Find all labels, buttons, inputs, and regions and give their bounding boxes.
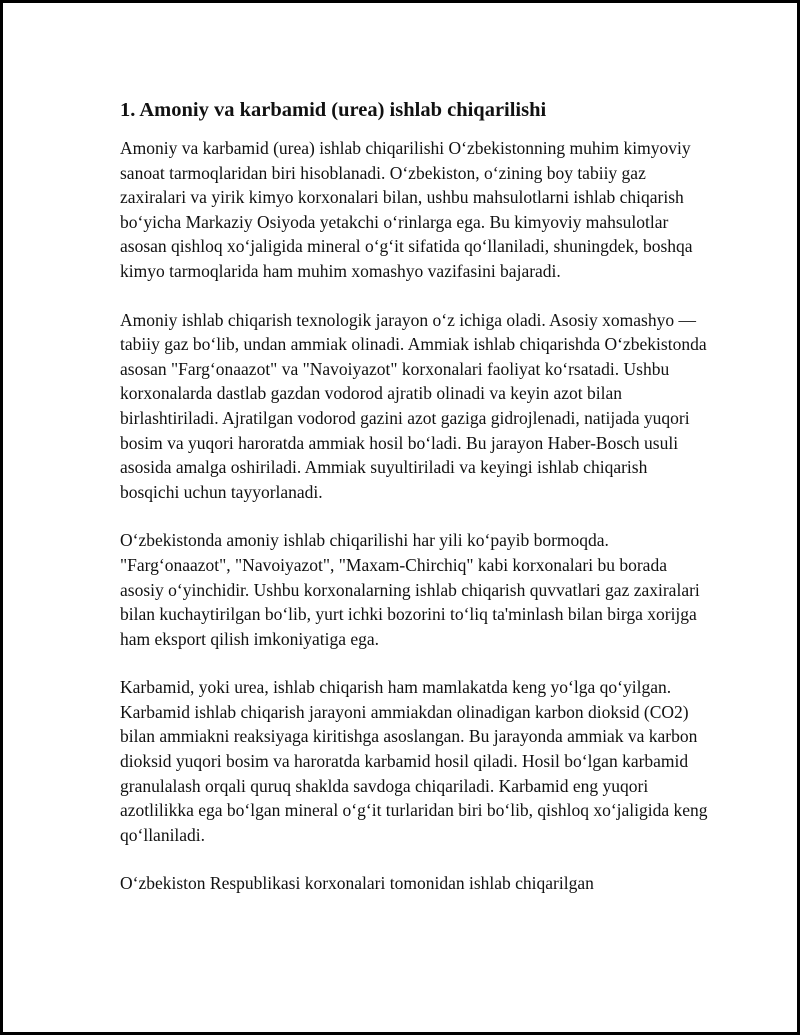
paragraph-intro: Amoniy va karbamid (urea) ishlab chiqarilishi O‘zbekistonning muhim kimyoviy sanoat tarmoqlaridan biri hisoblanadi. O‘zbekiston, o‘zining boy tabiiy gaz zaxiralari va yirik kimyo korxonalari bilan, ushbu mahsulotlarni ishlab chiqarish bo‘yicha Markaziy Osiyoda yetakchi o‘rinlarga ega. Bu kimyoviy mahsulotlar asosan qishloq xo‘jaligida mineral o‘g‘it sifatida qo‘llaniladi, shuningdek, boshqa kimyo tarmoqlarida ham muhim xomashyo vazifasini bajaradi. [120, 138, 693, 281]
document-body [120, 96, 710, 920]
paragraph-urea-production: Karbamid, yoki urea, ishlab chiqarish ham mamlakatda keng yo‘lga qo‘yilgan. Karbamid ishlab chiqarish jarayoni ammiakdan olinadigan karbon dioksid (CO2) bilan ammiakni reaksiyaga kiritishga asoslangan. Bu jarayonda ammiak va karbon dioksid yuqori bosim va haroratda karbamid hosil qiladi. Hosil bo‘lgan karbamid granulalash orqali quruq shaklda savdoga chiqariladi. Karbamid eng yuqori azotlilikka ega bo‘lgan mineral o‘g‘it turlaridan biri bo‘lib, qishloq xo‘jaligida keng qo‘llaniladi. [120, 677, 708, 845]
paragraph-ammonia-process: Amoniy ishlab chiqarish texnologik jarayon o‘z ichiga oladi. Asosiy xomashyo — tabiiy gaz bo‘lib, undan ammiak olinadi. Ammiak ishlab chiqarishda O‘zbekistonda asosan "Farg‘onaazot" va "Navoiyazot" korxonalari faoliyat ko‘rsatadi. Ushbu korxonalarda dastlab gazdan vodorod ajratib olinadi va keyin azot bilan birlashtiriladi. Ajratilgan vodorod gazini azot gaziga gidrojlenadi, natijada yuqori bosim va yuqori haroratda ammiak hosil bo‘ladi. Bu jarayon Haber-Bosch usuli asosida amalga oshiriladi. Ammiak suyultiriladi va keyingi ishlab chiqarish bosqichi uchun tayyorlanadi. [120, 309, 707, 502]
paragraph-continued: O‘zbekiston Respublikasi korxonalari tomonidan ishlab chiqarilgan [120, 873, 594, 894]
paragraph-ammonia-production: O‘zbekistonda amoniy ishlab chiqarilishi har yili ko‘payib bormoqda. "Farg‘onaazot", "Navoiyazot", "Maxam-Chirchiq" kabi korxonalari bu borada asosiy o‘yinchidir. Ushbu korxonalarning ishlab chiqarish quvvatlari gaz zaxiralari bilan kuchaytirilgan bo‘lib, yurt ichki bozorini to‘liq ta'minlash bilan birga xorijga ham eksport qilish imkoniyatiga ega. [120, 530, 700, 649]
section-heading: 1. Amoniy va karbamid (urea) ishlab chiqarilishi [120, 99, 547, 121]
